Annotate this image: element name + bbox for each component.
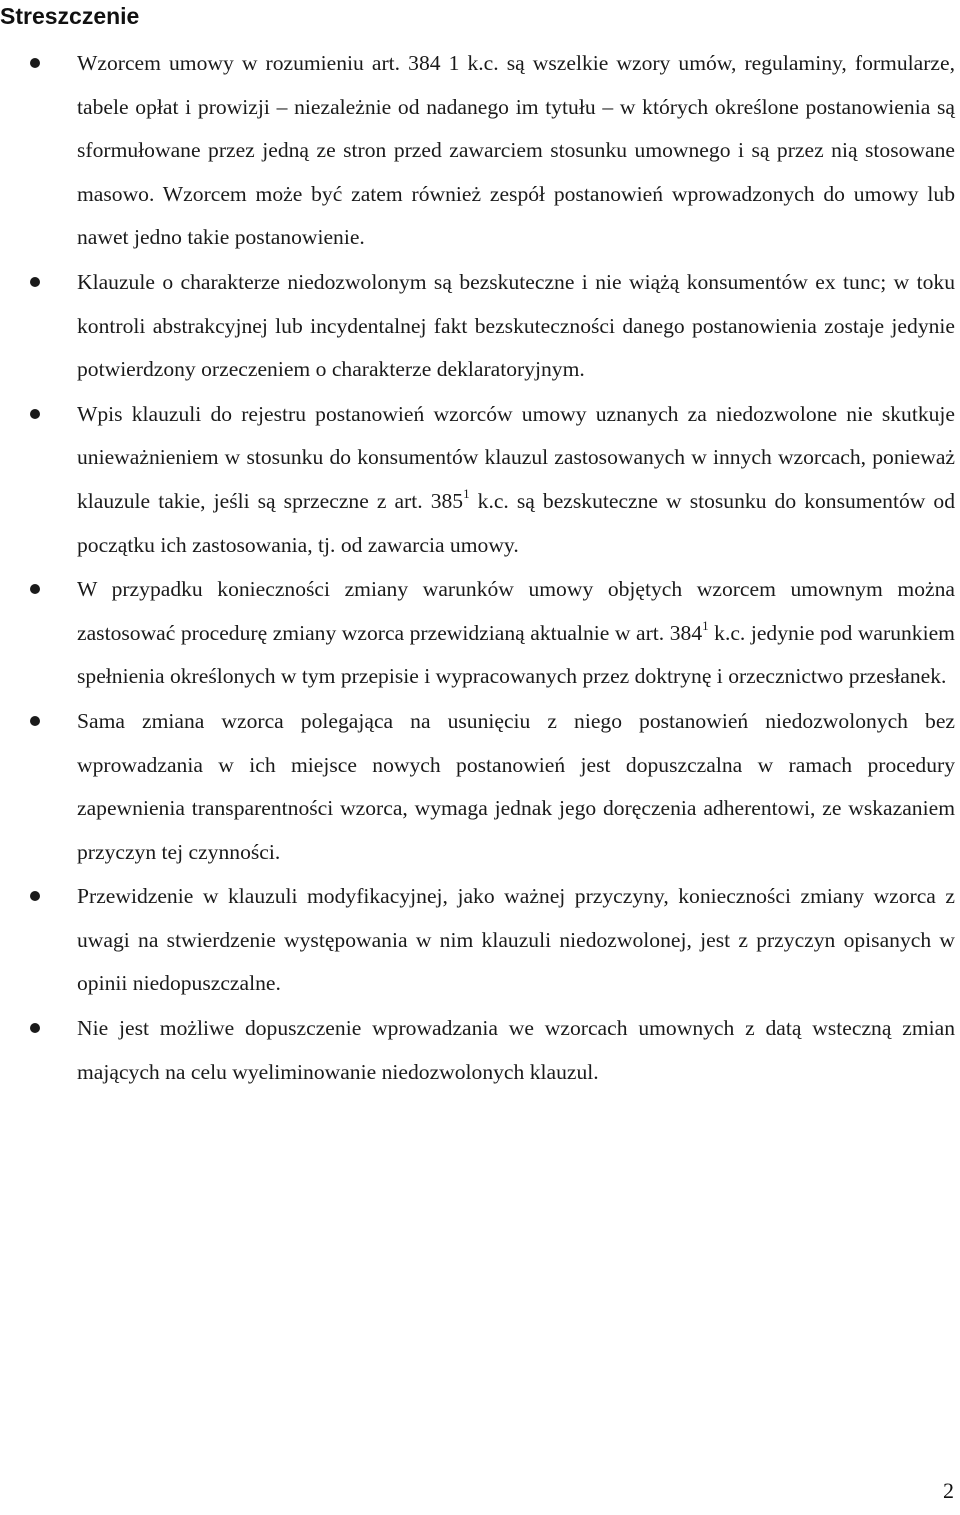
page-number: 2 <box>943 1478 954 1503</box>
summary-bullet-list <box>0 42 960 1095</box>
superscript: 1 <box>702 617 709 633</box>
bullet-text: Nie jest możliwe dopuszczenie wprowadzania we wzorcach umownych z datą wsteczną zmian mających na celu wyeliminowanie niedozwolonych klauzul. <box>77 1016 955 1084</box>
bullet-dot-icon <box>30 409 40 419</box>
bullet-text-before: Wpis klauzuli do rejestru postanowień wzorców umowy uznanych za niedozwolone nie skutkuje unieważnieniem w stosunku do konsumentów klauzul zastosowanych w innych wzorcach, ponieważ klauzule takie, jeśli są sprzeczne z art. 385 <box>77 401 955 513</box>
bullet-dot-icon <box>30 584 40 594</box>
bullet-text-after: k.c. są bezskuteczne w stosunku do konsumentów od początku ich zastosowania, tj. od zawarcia umowy. <box>77 488 955 557</box>
bullet-dot-icon <box>30 58 40 68</box>
bullet-item-7 <box>0 1007 960 1094</box>
bullet-dot-icon <box>30 1023 40 1033</box>
bullet-dot-icon <box>30 716 40 726</box>
bullet-item-1 <box>0 42 960 260</box>
bullet-item-2 <box>0 261 960 392</box>
bullet-dot-icon <box>30 891 40 901</box>
bullet-text: Przewidzenie w klauzuli modyfikacyjnej, jako ważnej przyczyny, konieczności zmiany wzorca z uwagi na stwierdzenie występowania w nim klauzuli niedozwolonej, jest z przyczyn opisanych w opinii niedopuszczalne. <box>77 884 955 996</box>
bullet-text: Klauzule o charakterze niedozwolonym są bezskuteczne i nie wiążą konsumentów ex tunc; w toku kontroli abstrakcyjnej lub incydentalnej fakt bezskuteczności danego postanowienia zostaje jedynie potwierdzony orzeczeniem o charakterze deklaratoryjnym. <box>77 269 955 382</box>
bullet-item-6 <box>0 875 960 1006</box>
bullet-text-before: W przypadku konieczności zmiany warunków umowy objętych wzorcem umownym można zastosować procedurę zmiany wzorca przewidzianą aktualnie w art. 384 <box>77 577 955 645</box>
superscript: 1 <box>463 485 470 501</box>
bullet-text: Sama zmiana wzorca polegająca na usunięciu z niego postanowień niedozwolonych bez wprowadzania w ich miejsce nowych postanowień jest dopuszczalna w ramach procedury zapewnienia transparentności wzorca, wymaga jednak jego doręczenia adherentowi, ze wskazaniem przyczyn tej czynności. <box>77 708 955 864</box>
bullet-text: Wzorcem umowy w rozumieniu art. 384 1 k.c. są wszelkie wzory umów, regulaminy, formularze, tabele opłat i prowizji – niezależnie od nadanego im tytułu – w których określone postanowienia są sformułowane przez jedną ze stron przed zawarciem stosunku umownego i są przez nią stosowane masowo. Wzorcem może być zatem również zespół postanowień wprowadzonych do umowy lub nawet jedno takie postanowienie. <box>77 51 955 250</box>
bullet-text-after: k.c. jedynie pod warunkiem spełnienia określonych w tym przepisie i wypracowanych przez doktrynę i orzecznictwo przesłanek. <box>77 620 955 689</box>
bullet-item-5 <box>0 700 960 874</box>
bullet-dot-icon <box>30 277 40 287</box>
section-heading: Streszczenie <box>0 3 140 29</box>
bullet-item-4 <box>0 568 960 699</box>
bullet-item-3 <box>0 393 960 567</box>
